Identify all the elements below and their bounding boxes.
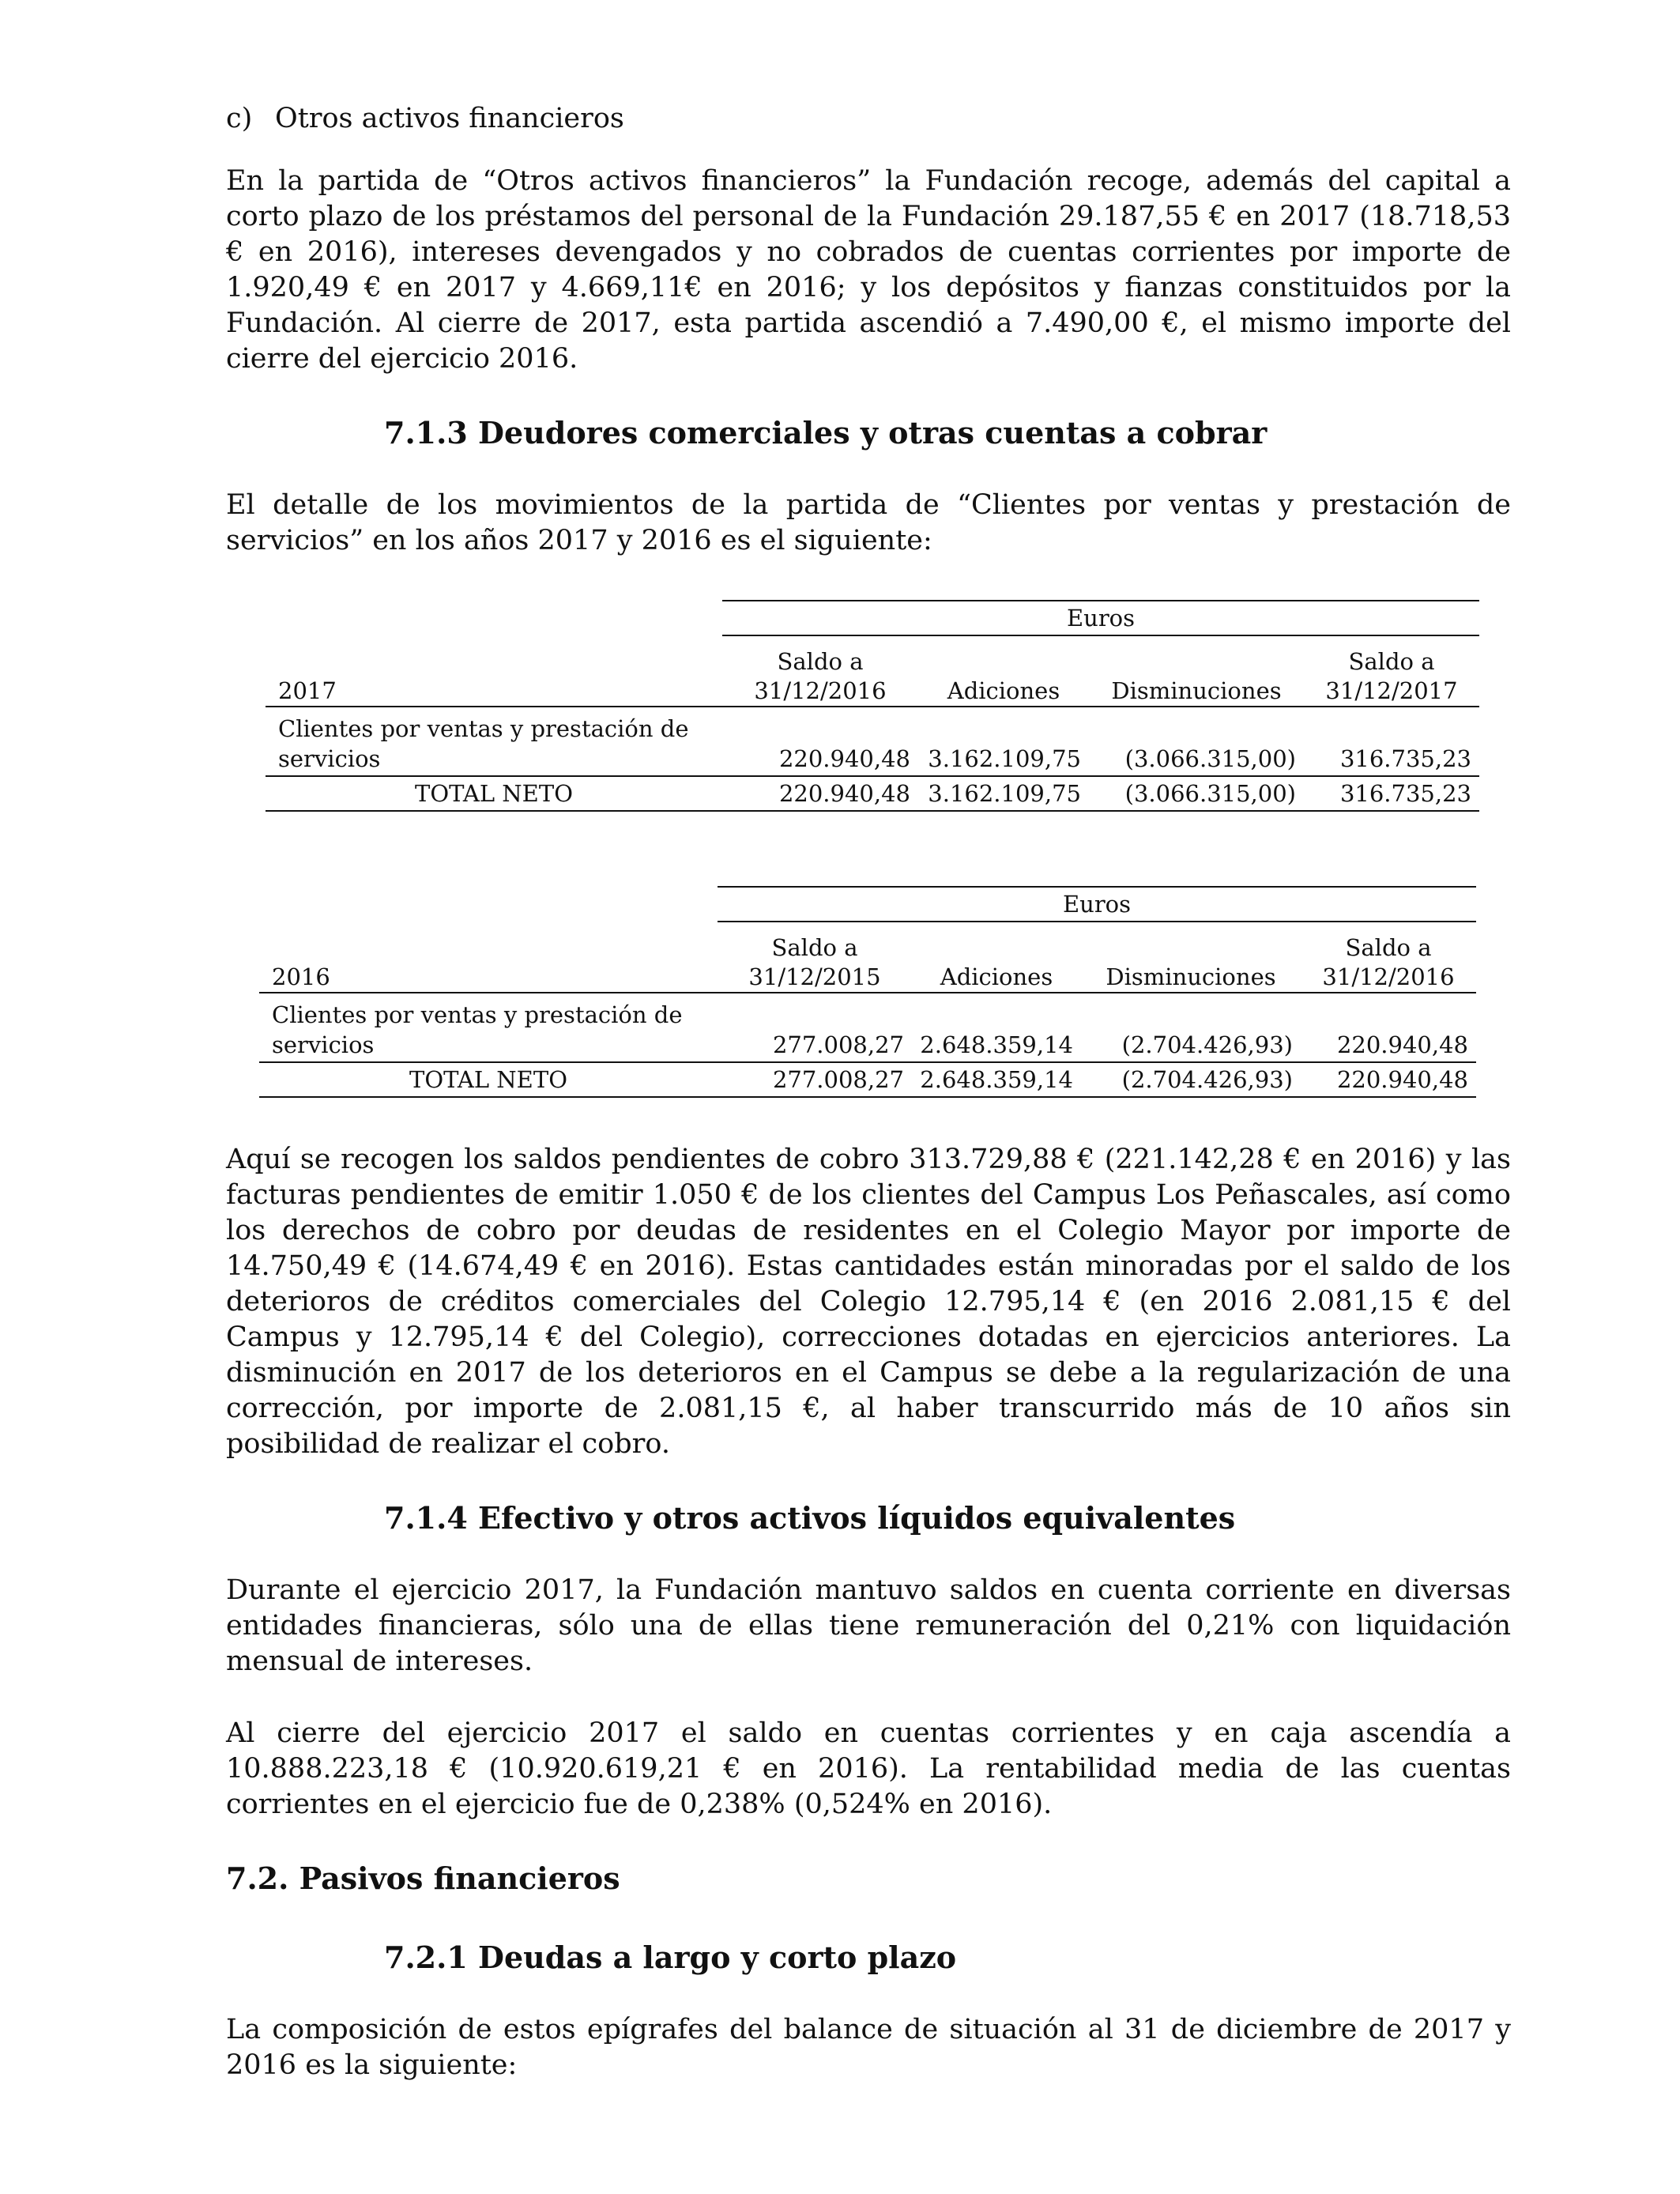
- table-row: [266, 707, 1479, 776]
- heading-7-2: 7.2. Pasivos financieros: [226, 1860, 620, 1896]
- table-2017-col-saldo-final: [1304, 635, 1479, 707]
- row-label-line2: servicios: [272, 1031, 375, 1058]
- table-2017: [266, 600, 1479, 812]
- paragraph-ejercicio-2017: Durante el ejercicio 2017, la Fundación mantuvo saldos en cuenta corriente en diversas entidades financieras, sólo una de ellas tiene remuneración del 0,21% con liquidación mensual de intereses.: [226, 1574, 1511, 1677]
- table-2016-euros-row: [259, 887, 1476, 922]
- table-2017-col-adiciones: Adiciones: [918, 635, 1089, 707]
- table-2017-col-disminuciones: Disminuciones: [1089, 635, 1304, 707]
- table-2017-year: 2017: [266, 635, 722, 707]
- col-saldo-final-line2: 31/12/2016: [1322, 963, 1455, 990]
- table-2016-row-adiciones: 2.648.359,14: [920, 1031, 1073, 1058]
- table-2017-row-disminuciones: (3.066.315,00): [1124, 745, 1296, 772]
- paragraph-detalle-movimientos: El detalle de los movimientos de la partida de “Clientes por ventas y prestación de servicios” en los años 2017 y 2016 es el siguiente:: [226, 489, 1511, 556]
- table-2016: [259, 886, 1476, 1098]
- col-saldo-inicial-line2: 31/12/2016: [754, 677, 887, 704]
- table-2016-col-adiciones: Adiciones: [912, 922, 1081, 993]
- table-2016-col-saldo-inicial: [718, 922, 912, 993]
- row-label-line1: Clientes por ventas y prestación de: [272, 1001, 683, 1028]
- paragraph-saldos-pendientes: Aquí se recogen los saldos pendientes de cobro 313.729,88 € (221.142,28 € en 2016) y las facturas pendientes de emitir 1.050 € de los clientes del Campus Los Peñascales, así como los derechos de cobro por deudas de residentes en el Colegio Mayor por importe de 14.750,49 € (14.674,49 € en 2016). Estas cantidades están minoradas por el saldo de los deterioros de créditos comerciales del Colegio 12.795,14 € (en 2016 2.081,15 € del Campus y 12.795,14 € del Colegio), correcciones dotadas en ejercicios anteriores. La disminución en 2017 de los deterioros en el Campus se debe a la regularización de una corrección, por importe de 2.081,15 €, al haber transcurrido más de 10 años sin posibilidad de realizar el cobro.: [226, 1144, 1511, 1460]
- table-2017-euros-label: Euros: [722, 601, 1479, 635]
- table-2017-total-saldo-inicial: 220.940,48: [722, 776, 918, 811]
- table-2017-row-saldo-final: 316.735,23: [1339, 745, 1471, 772]
- table-2017-total-saldo-final: 316.735,23: [1304, 776, 1479, 811]
- table-2017-header-row: [266, 635, 1479, 707]
- table-2016-year: 2016: [259, 922, 718, 993]
- table-2017-total-adiciones: 3.162.109,75: [918, 776, 1089, 811]
- row-label-line2: servicios: [278, 745, 381, 772]
- table-2017-total-label: TOTAL NETO: [266, 776, 722, 811]
- section-c-title: Otros activos financieros: [275, 103, 624, 134]
- table-2017-total-disminuciones: (3.066.315,00): [1089, 776, 1304, 811]
- table-2017-row-saldo-inicial: 220.940,48: [778, 745, 910, 772]
- table-2016-total-saldo-inicial: 277.008,27: [718, 1062, 912, 1097]
- table-2016-row-saldo-inicial: 277.008,27: [772, 1031, 904, 1058]
- paragraph-cierre-ejercicio: Al cierre del ejercicio 2017 el saldo en cuentas corrientes y en caja ascendía a 10.888.223,18 € (10.920.619,21 € en 2016). La rentabilidad media de las cuentas corrientes en el ejercicio fue de 0,238% (0,524% en 2016).: [226, 1717, 1511, 1820]
- paragraph-otros-activos: En la partida de “Otros activos financieros” la Fundación recoge, además del capital a corto plazo de los préstamos del personal de la Fundación 29.187,55 € en 2017 (18.718,53 € en 2016), intereses devengados y no cobrados de cuentas corrientes por importe de 1.920,49 € en 2017 y 4.669,11€ en 2016; y los depósitos y fianzas constituidos por la Fundación. Al cierre de 2017, esta partida ascendió a 7.490,00 €, el mismo importe del cierre del ejercicio 2016.: [226, 165, 1511, 375]
- table-2016-row-disminuciones: (2.704.426,93): [1121, 1031, 1293, 1058]
- col-saldo-inicial-line1: Saldo a: [777, 648, 864, 675]
- table-2016-total-disminuciones: (2.704.426,93): [1081, 1062, 1301, 1097]
- table-row: [259, 993, 1476, 1062]
- table-2016-row-label: [259, 993, 718, 1062]
- table-2017-euros-row: [266, 601, 1479, 635]
- table-2016-euros-label: Euros: [718, 887, 1476, 922]
- table-2016-col-disminuciones: Disminuciones: [1081, 922, 1301, 993]
- col-saldo-inicial-line2: 31/12/2015: [748, 963, 881, 990]
- heading-7-1-4: 7.1.4 Efectivo y otros activos líquidos equivalentes: [384, 1500, 1236, 1536]
- table-2017-row-label: [266, 707, 722, 776]
- col-saldo-final-line2: 31/12/2017: [1325, 677, 1458, 704]
- paragraph-composicion: La composición de estos epígrafes del balance de situación al 31 de diciembre de 2017 y 2016 es la siguiente:: [226, 2014, 1511, 2081]
- section-c-letter: c): [226, 103, 253, 134]
- table-2016-total-label: TOTAL NETO: [259, 1062, 718, 1097]
- table-2016-header-row: [259, 922, 1476, 993]
- table-2017-row-adiciones: 3.162.109,75: [928, 745, 1081, 772]
- row-label-line1: Clientes por ventas y prestación de: [278, 715, 689, 742]
- table-2016-col-saldo-final: [1301, 922, 1476, 993]
- section-c-heading: [226, 101, 1511, 137]
- table-2017-col-saldo-inicial: [722, 635, 918, 707]
- table-2016-total-adiciones: 2.648.359,14: [912, 1062, 1081, 1097]
- table-2016-row-saldo-final: 220.940,48: [1336, 1031, 1468, 1058]
- col-saldo-final-line1: Saldo a: [1348, 648, 1435, 675]
- heading-7-2-1: 7.2.1 Deudas a largo y corto plazo: [384, 1940, 957, 1975]
- col-saldo-inicial-line1: Saldo a: [771, 934, 858, 961]
- table-2017-total-row: [266, 776, 1479, 811]
- document-page: [226, 101, 1511, 2083]
- heading-7-1-3: 7.1.3 Deudores comerciales y otras cuentas a cobrar: [384, 415, 1268, 450]
- table-2016-total-saldo-final: 220.940,48: [1301, 1062, 1476, 1097]
- table-2016-total-row: [259, 1062, 1476, 1097]
- col-saldo-final-line1: Saldo a: [1345, 934, 1432, 961]
